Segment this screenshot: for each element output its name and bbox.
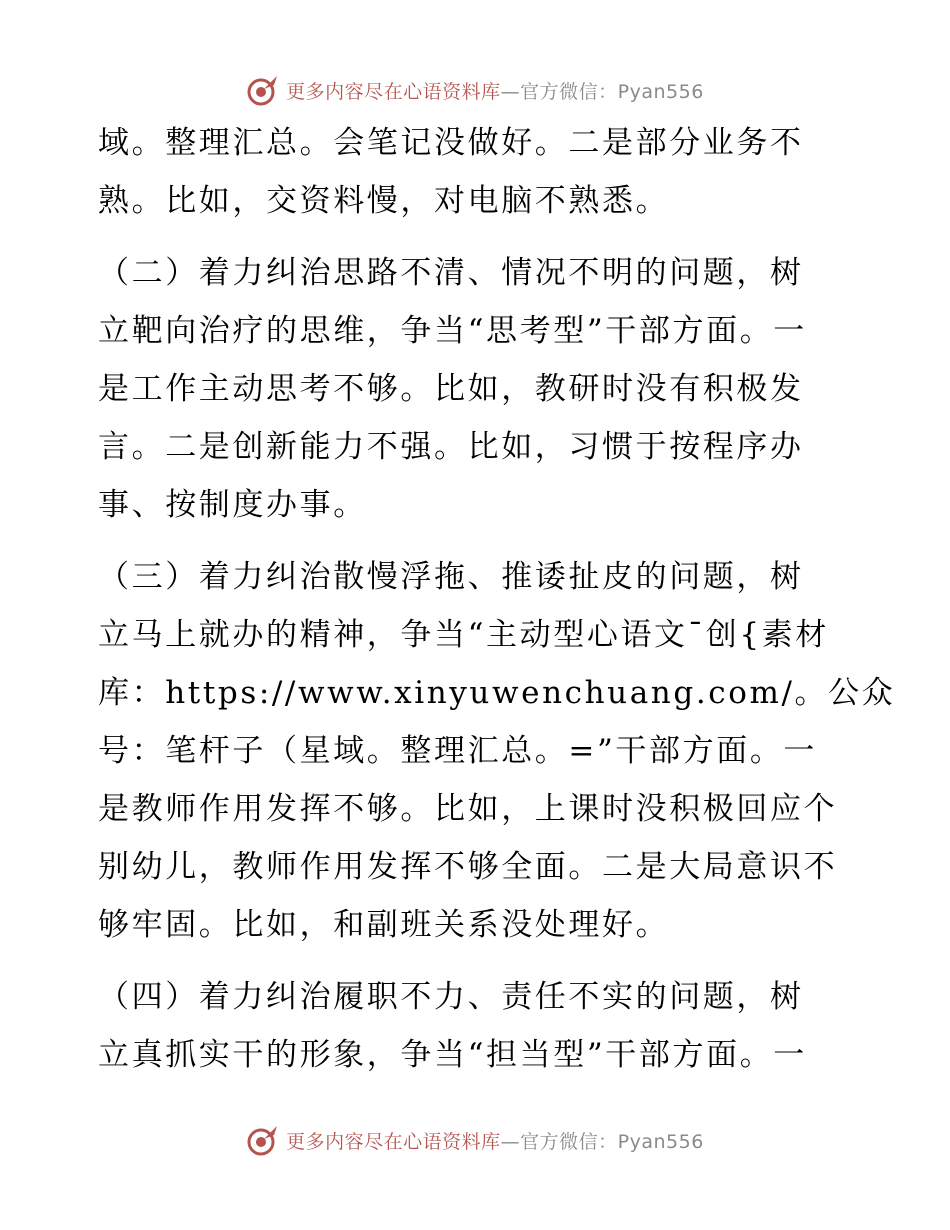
text-line: 言。二是创新能力不强。比如，习惯于按程序办 xyxy=(98,429,804,465)
text-line: （三）着力纠治散慢浮拖、推诿扯皮的问题，树 xyxy=(98,559,804,595)
text-line: 够牢固。比如，和副班关系没处理好。 xyxy=(98,907,670,943)
text-line: 立马上就办的精神，争当“主动型心语文¯创{素材 xyxy=(98,617,829,653)
paragraph-1 xyxy=(98,114,858,230)
text-line: 立靶向治疗的思维，争当“思考型”干部方面。一 xyxy=(98,313,807,349)
banner-brand: 更多内容尽在心语资料库 xyxy=(286,80,501,103)
text-line: 别幼儿，教师作用发挥不够全面。二是大局意识不 xyxy=(98,849,838,885)
text-line: 库：https://www.xinyuwenchuang.com/。公众 xyxy=(98,675,896,711)
quill-logo-icon xyxy=(246,73,280,107)
banner-brand: 更多内容尽在心语资料库 xyxy=(286,1130,501,1153)
text-line: 是工作主动思考不够。比如，教研时没有积极发 xyxy=(98,371,804,407)
text-line: （四）着力纠治履职不力、责任不实的问题，树 xyxy=(98,979,804,1015)
banner-text xyxy=(286,77,704,104)
banner-dash: — xyxy=(500,1130,521,1153)
text-line: 事、按制度办事。 xyxy=(98,487,367,523)
text-line: 熟。比如，交资料慢，对电脑不熟悉。 xyxy=(98,183,670,219)
text-line: 域。整理汇总。会笔记没做好。二是部分业务不 xyxy=(98,125,804,161)
paragraph-2 xyxy=(98,244,858,534)
quill-logo-icon xyxy=(246,1123,280,1157)
text-line: （二）着力纠治思路不清、情况不明的问题，树 xyxy=(98,255,804,291)
banner-text xyxy=(286,1127,704,1154)
paragraph-3 xyxy=(98,548,896,954)
header-banner xyxy=(0,70,950,110)
banner-wechat: 官方微信：Pyan556 xyxy=(520,80,704,103)
text-line: 号：笔杆子（星域。整理汇总。=”干部方面。一 xyxy=(98,733,818,769)
banner-dash: — xyxy=(500,80,521,103)
paragraph-4 xyxy=(98,968,858,1084)
text-line: 是教师作用发挥不够。比如，上课时没积极回应个 xyxy=(98,791,838,827)
document-body xyxy=(98,114,896,1084)
text-line: 立真抓实干的形象，争当“担当型”干部方面。一 xyxy=(98,1037,807,1073)
banner-wechat: 官方微信：Pyan556 xyxy=(520,1130,704,1153)
footer-banner xyxy=(0,1120,950,1160)
